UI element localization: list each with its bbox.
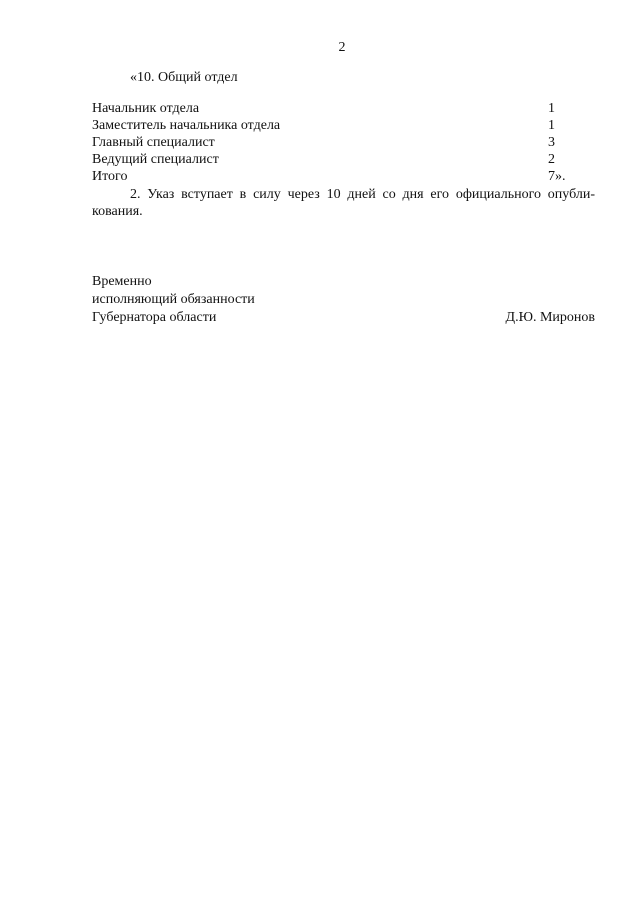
staff-count: 2 xyxy=(548,152,555,167)
staff-count: 3 xyxy=(548,135,555,150)
signature-line-final xyxy=(92,309,595,327)
staff-table xyxy=(92,100,572,185)
signature-position: Губернатора области xyxy=(92,310,217,325)
staff-title: Ведущий специалист xyxy=(92,152,219,167)
signatory-name: Д.Ю. Миронов xyxy=(505,310,595,325)
staff-title: Заместитель начальника отдела xyxy=(92,118,281,133)
decree-paragraph: 2. Указ вступает в силу через 10 дней со дня его официального опубли-кования. xyxy=(92,187,595,219)
staff-title: Итого xyxy=(92,169,128,184)
page-number: 2 xyxy=(338,40,346,55)
staff-count: 1 xyxy=(548,101,555,116)
staff-row-total xyxy=(92,168,572,185)
staff-row xyxy=(92,117,572,134)
signature-line: исполняющий обязанности xyxy=(92,292,255,307)
staff-title: Начальник отдела xyxy=(92,101,200,116)
signature-line: Временно xyxy=(92,274,152,289)
signature-block xyxy=(92,273,595,327)
staff-title: Главный специалист xyxy=(92,135,215,150)
staff-row xyxy=(92,151,572,168)
staff-count: 7». xyxy=(548,169,566,184)
section-heading: «10. Общий отдел xyxy=(130,70,238,85)
staff-count: 1 xyxy=(548,118,555,133)
staff-row xyxy=(92,100,572,117)
staff-row xyxy=(92,134,572,151)
